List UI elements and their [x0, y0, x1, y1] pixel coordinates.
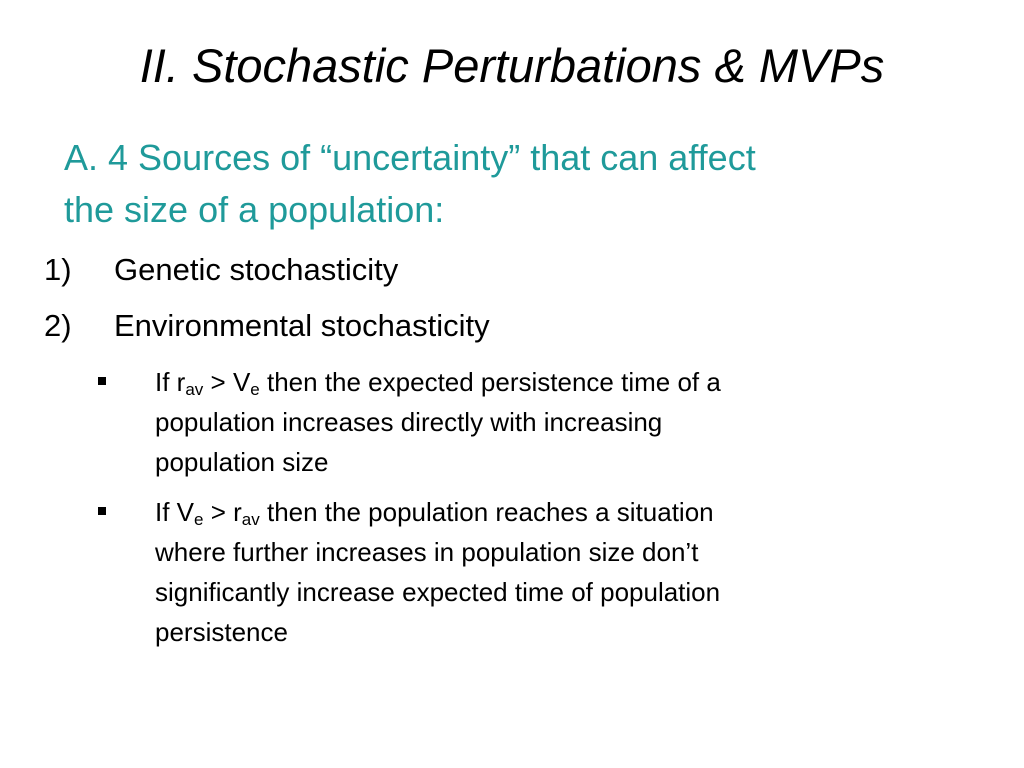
slide-title: II. Stochastic Perturbations & MVPs — [139, 39, 885, 92]
bullet-text: then the population reaches a situation — [259, 497, 714, 527]
bullet-text: If r — [155, 367, 186, 397]
slide-subtitle — [64, 132, 984, 236]
numbered-item-text: Environmental stochasticity — [114, 308, 490, 343]
bullet-text: then the expected persistence time of a — [259, 367, 721, 397]
bullet-line — [155, 492, 915, 532]
square-bullet-icon — [98, 507, 106, 515]
bullet-line: population increases directly with increasing — [155, 407, 663, 437]
bullet-line: where further increases in population size don’t — [155, 537, 699, 567]
subscript-av: av — [241, 510, 260, 529]
subscript-e: e — [194, 510, 204, 529]
numbered-item-text: Genetic stochasticity — [114, 252, 399, 287]
bullet-text: > V — [203, 367, 251, 397]
bullet-list — [0, 362, 1000, 662]
numbered-marker: 1) — [44, 252, 72, 287]
numbered-list — [0, 246, 1000, 358]
bullet-line: persistence — [155, 617, 288, 647]
square-bullet-icon — [98, 377, 106, 385]
numbered-marker: 2) — [44, 308, 72, 343]
bullet-text: If V — [155, 497, 195, 527]
bullet-text: > r — [203, 497, 242, 527]
subscript-av: av — [185, 380, 204, 399]
numbered-item-environmental — [0, 302, 1000, 358]
subtitle-line-1: A. 4 Sources of “uncertainty” that can affect — [64, 137, 756, 178]
subtitle-line-2: the size of a population: — [64, 189, 445, 230]
bullet-item-v-greater-than-r — [0, 492, 915, 652]
bullet-item-r-greater-than-v — [0, 362, 915, 482]
bullet-line — [155, 362, 915, 402]
subscript-e: e — [250, 380, 260, 399]
bullet-line: significantly increase expected time of population — [155, 577, 721, 607]
numbered-item-genetic — [0, 246, 1000, 302]
bullet-line: population size — [155, 447, 329, 477]
